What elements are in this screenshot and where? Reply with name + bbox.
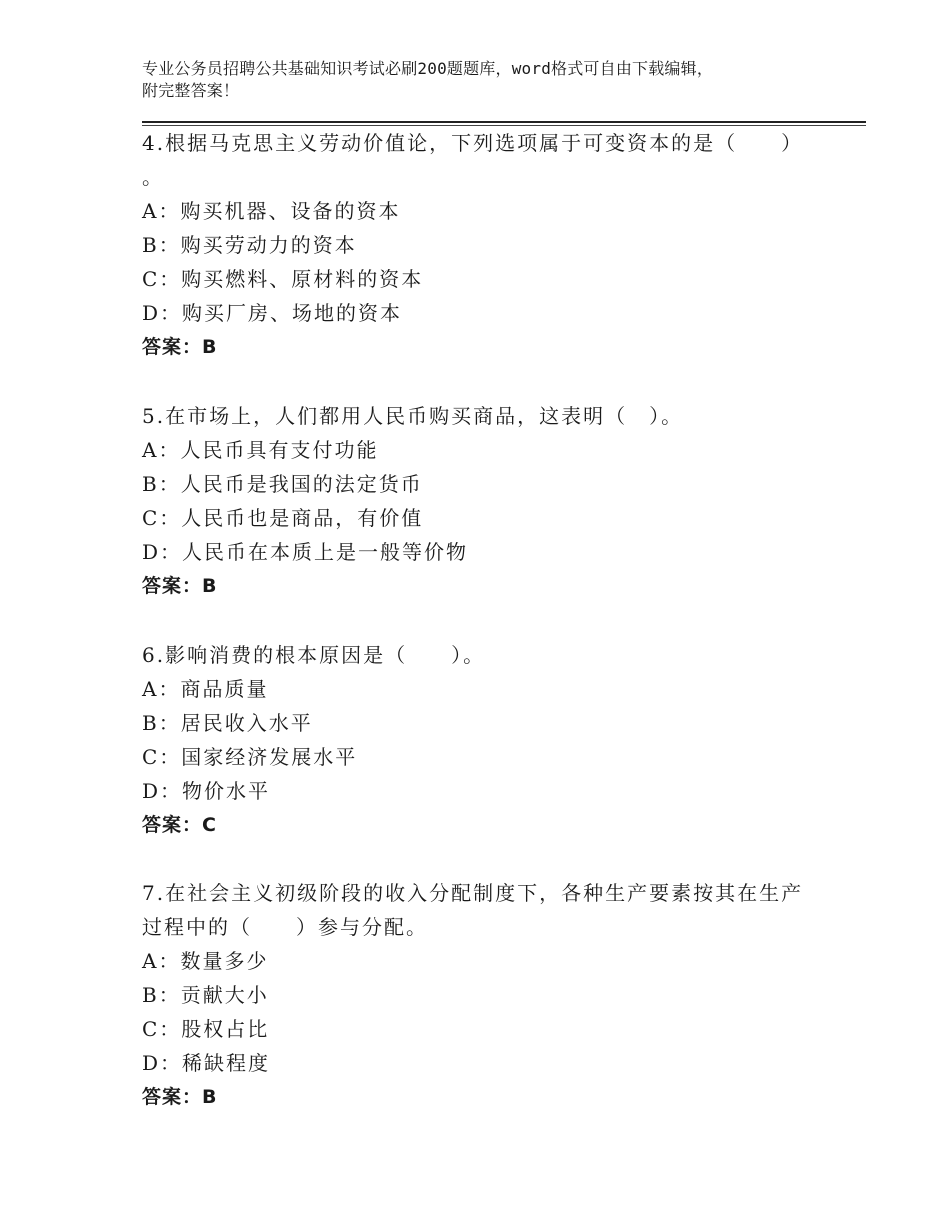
option-c: C：股权占比: [142, 1017, 270, 1041]
header-divider-thick: [142, 121, 866, 123]
option-b: B：居民收入水平: [142, 711, 313, 735]
question-5: [142, 399, 683, 603]
option-d: D：购买厂房、场地的资本: [142, 301, 403, 325]
answer: 答案：B: [142, 1086, 218, 1108]
option-a: A：人民币具有支付功能: [142, 438, 379, 462]
question-stem: 7.在社会主义初级阶段的收入分配制度下，各种生产要素按其在生产: [142, 881, 804, 905]
option-b: B：贡献大小: [142, 983, 269, 1007]
question-stem: 。: [142, 165, 164, 189]
question-stem: 4.根据马克思主义劳动价值论，下列选项属于可变资本的是（ ）: [142, 131, 804, 155]
question-stem: 过程中的（ ）参与分配。: [142, 915, 428, 939]
option-d: D：人民币在本质上是一般等价物: [142, 540, 469, 564]
answer: 答案：B: [142, 575, 218, 597]
option-b: B：购买劳动力的资本: [142, 233, 357, 257]
option-c: C：国家经济发展水平: [142, 745, 358, 769]
question-4: [142, 126, 803, 364]
option-c: C：购买燃料、原材料的资本: [142, 267, 424, 291]
answer: 答案：C: [142, 814, 217, 836]
header-line-1: 专业公务员招聘公共基础知识考试必刷200题题库，word格式可自由下载编辑，: [142, 59, 714, 78]
answer: 答案：B: [142, 336, 218, 358]
option-d: D：物价水平: [142, 779, 271, 803]
option-a: A：商品质量: [142, 677, 269, 701]
question-7: [142, 876, 803, 1114]
header-line-2: 附完整答案！: [142, 81, 240, 100]
option-b: B：人民币是我国的法定货币: [142, 472, 423, 496]
question-stem: 5.在市场上，人们都用人民币购买商品，这表明（ ）。: [142, 404, 684, 428]
option-a: A：数量多少: [142, 949, 269, 973]
option-c: C：人民币也是商品，有价值: [142, 506, 424, 530]
option-d: D：稀缺程度: [142, 1051, 271, 1075]
question-6: [142, 638, 485, 842]
document-header: [142, 58, 842, 102]
option-a: A：购买机器、设备的资本: [142, 199, 401, 223]
question-stem: 6.影响消费的根本原因是（ ）。: [142, 643, 486, 667]
